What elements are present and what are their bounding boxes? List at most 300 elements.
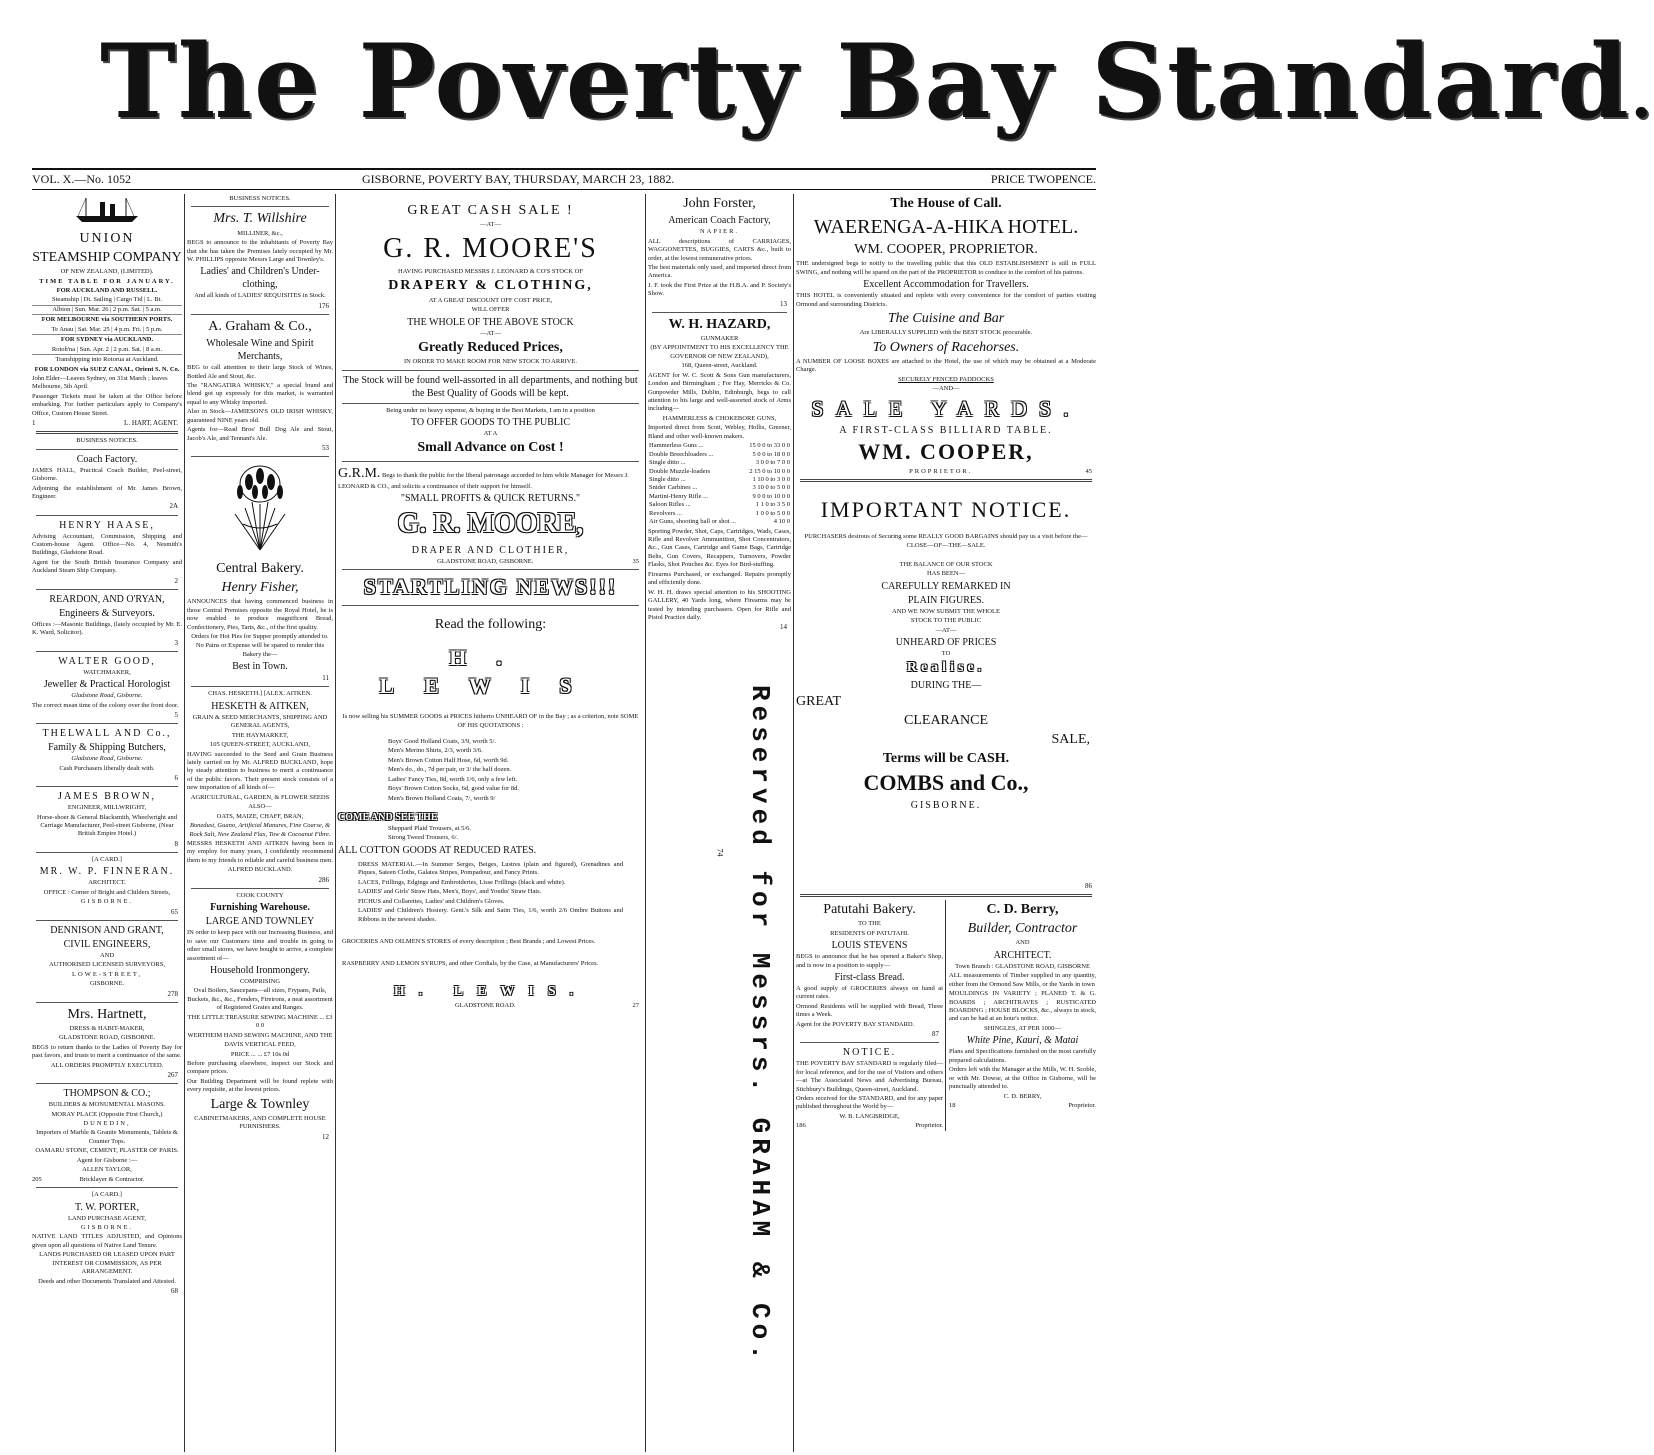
ad-text: A NUMBER OF LOOSE BOXES are attached to the Hotel, the use of which may be obtained at a Moderate Charge. xyxy=(796,357,1096,374)
table-cell: Hammerless Guns ... xyxy=(649,442,704,450)
ad-title: C. D. Berry, xyxy=(986,902,1059,918)
ad-title: H. LEWIS xyxy=(379,644,602,699)
ad-number: 286 xyxy=(318,875,329,884)
ad-text: 105 QUEEN-STREET, AUCKLAND, xyxy=(210,741,310,749)
ad-subtitle: COME AND SEE THE xyxy=(338,812,438,823)
ad-text: IN ORDER TO MAKE ROOM FOR NEW STOCK TO ARRIVE. xyxy=(404,358,577,366)
ad-title: W. H. HAZARD, xyxy=(668,316,771,332)
list-item: Ladies' Fancy Ties, 8d, worth 1/6, only a few left. xyxy=(388,775,518,783)
table-cell: 2 15 0 to 10 0 0 xyxy=(749,467,790,475)
ad-text: ALFRED BUCKLAND. xyxy=(227,866,293,874)
union-title: UNION xyxy=(79,230,135,246)
list-item: Strong Tweed Trousers, 6/. xyxy=(388,834,459,842)
ad-number: 6 xyxy=(174,774,178,783)
ad-text: Orders left with the Manager at the Mills, W. H. Scoble, or with Mr. Dowse, at the Office in Gisborne, will be punctually attended to. xyxy=(949,1066,1096,1091)
ad-number: 74 xyxy=(715,848,725,857)
ad-subtitle: White Pine, Kauri, & Matai xyxy=(966,1035,1079,1047)
ad-text: C. D. BERRY, xyxy=(1003,1092,1042,1100)
table-cell: 9 0 0 to 10 0 0 xyxy=(752,492,790,500)
ad-text: STOCK TO THE PUBLIC xyxy=(910,617,982,625)
ad-title: REARDON, AND O'RYAN, xyxy=(49,593,165,605)
ad-text: Orders received for the STANDARD, and for any paper published throughout the World by— xyxy=(796,1095,943,1111)
column-divider xyxy=(793,194,794,1452)
ad-subtitle: MILLINER, &c., xyxy=(237,229,283,237)
ad-text: Adjoining the establishment of Mr. James Brown, Engineer. xyxy=(32,484,182,500)
ad-text: The correct mean time of the colony over the front door. xyxy=(32,701,179,709)
masthead xyxy=(100,22,1654,142)
ad-text: Also in Stock—JAMIESON'S OLD IRISH WHISKY, guaranteed NINE years old. xyxy=(187,408,333,424)
ad-subtitle: ALL COTTON GOODS AT REDUCED RATES. xyxy=(338,844,537,856)
masthead-title: The Poverty Bay Standard xyxy=(100,22,1631,142)
ad-text: "SMALL PROFITS & QUICK RETURNS." xyxy=(400,493,581,505)
table-cell: Revolvers ... xyxy=(649,509,682,517)
timetable-row: Rotoh'na | Sun. Apr. 2 | 2 p.m. Sat. | 8 a.m. xyxy=(32,346,182,355)
masthead-stop: . xyxy=(1630,62,1654,132)
ad-text: THE LITTLE TREASURE SEWING MACHINE ... £3 0 0 xyxy=(187,1013,333,1030)
ad-text: A good supply of GROCERIES always on hand at current rates. xyxy=(796,984,943,1001)
ad-title: T. W. PORTER, xyxy=(75,1201,139,1213)
ad-title: WALTER GOOD, xyxy=(58,655,156,667)
goods-list xyxy=(358,861,623,924)
ad-text: OATS, MAIZE, CHAFF, BRAN, xyxy=(216,812,304,820)
ad-title: G. R. MOORE'S xyxy=(383,232,598,264)
ad-title: THOMPSON & CO.; xyxy=(63,1088,151,1100)
ad-text: THE BALANCE OF OUR STOCK xyxy=(899,560,993,568)
timetable-heading: TIME TABLE FOR JANUARY. xyxy=(39,277,175,285)
union-title-2: STEAMSHIP COMPANY xyxy=(32,249,182,265)
ad-subtitle: LOUIS STEVENS xyxy=(831,940,908,952)
ad-text: GISBORNE. xyxy=(80,898,134,906)
ad-number: 2 xyxy=(174,576,178,585)
table-cell: Single ditto ... xyxy=(649,475,686,483)
ad-text: BEG to call attention to their large Stock of Wines, Bottled Ale and Stout, &c. xyxy=(187,364,333,380)
ad-title: NOTICE. xyxy=(842,1047,897,1059)
ad-text: ALL descriptions of CARRIAGES, WAGGONETTES, BUGGIES, CARTS &c., built to order, at the lowest remunerative prices. xyxy=(648,237,791,262)
ad-text: GISBORNE. xyxy=(910,799,982,811)
gun-price-table xyxy=(648,442,791,526)
timetable-row: Albion | Sun. Mar. 26 | 2 p.m. Sat. | 5 a.m. xyxy=(32,305,182,314)
ad-text: Proprietor. xyxy=(1068,1101,1096,1109)
ad-subtitle: Read the following: xyxy=(434,616,547,632)
ad-subtitle: The Cuisine and Bar xyxy=(887,311,1005,327)
ad-subtitle: Henry Fisher, xyxy=(221,580,299,596)
ad-text: The Stock will be found well-assorted in all departments, and nothing but the Best Quality of Goods will be kept. xyxy=(343,374,638,399)
column-4 xyxy=(648,194,791,674)
ad-text: —AT— xyxy=(480,221,501,229)
table-row xyxy=(648,451,791,459)
list-item: Men's Merino Shirts, 2/3, worth 3/6. xyxy=(388,747,483,755)
ad-text: Begs to thank the public for the liberal patronage accorded to him while Manager for Messrs J. LEONARD & CO., and solicits a continuance of their support for himself. xyxy=(338,471,629,490)
ad-subtitle: Greatly Reduced Prices, xyxy=(418,339,563,355)
table-row xyxy=(648,518,791,526)
ad-text: PLAIN FIGURES. xyxy=(907,594,985,606)
ad-number: 267 xyxy=(167,1071,178,1080)
ad-text: GROCERIES AND OILMEN'S STORES of every description ; Best Brands ; and Lowest Prices. xyxy=(342,937,596,945)
ad-text: RASPBERRY AND LEMON SYRUPS, and other Cordials, by the Case, at Manufacturers' Prices. xyxy=(342,960,599,968)
initials: G.R.M. xyxy=(338,465,381,481)
ad-subtitle: Small Advance on Cost ! xyxy=(417,440,564,456)
ad-text: CAREFULLY REMARKED IN xyxy=(881,580,1011,592)
ad-title: WM. COOPER, xyxy=(858,439,1034,465)
table-cell: Martini-Henry Rifle ... xyxy=(649,492,709,500)
ad-subtitle: ENGINEER, MILLWRIGHT, xyxy=(67,804,147,812)
ad-text: ALSO— xyxy=(248,803,272,811)
ad-text: W. B. LANGBRIDGE, xyxy=(839,1112,900,1120)
ad-number: 13 xyxy=(780,299,787,308)
patutahi-ad xyxy=(796,900,946,1131)
reserved-label: Reserved for Messrs. GRAHAM & Co. xyxy=(745,685,775,1365)
ad-text: AGRICULTURAL, GARDEN, & FLOWER SEEDS xyxy=(190,793,330,801)
ad-title: IMPORTANT NOTICE. xyxy=(820,497,1072,523)
ad-text: THE POVERTY BAY STANDARD is regularly filed—for local reference, and for the use of Visitors and others—at The Associated News and Advertising Bureau, Stichbury's Buildings, Queen-street, Auckland. xyxy=(796,1060,943,1093)
dateline xyxy=(32,172,1096,190)
union-text: John Elder—Leaves Sydney, on 31st March ; leaves Melbourne, 5th April. xyxy=(32,374,168,391)
ad-text: Bonedust, Guano, Artificial Manures, Fine Coarse, & Rock Salt, New Zealand Flax, Tow & Cocoanut Fibre. xyxy=(189,822,331,838)
ad-subtitle: Terms will be CASH. xyxy=(882,751,1010,767)
reserved-space xyxy=(740,680,780,1400)
table-row xyxy=(648,493,791,501)
ad-text: And all kinds of LADIES' REQUISITES in Stock. xyxy=(194,292,326,300)
ad-text: NATIVE LAND TITLES ADJUSTED, and Opinions given upon all questions of Native Land Tenure. xyxy=(32,1233,182,1249)
ad-text: W. H. H. draws special attention to his SHOOTING GALLERY, 40 Yards long, where Firearms may be tested by intending purchasers. Open for Rifle and Pistol Practice daily. xyxy=(648,588,791,621)
wheat-sheaf-icon xyxy=(225,464,295,552)
table-cell: 3 10 0 to 5 0 0 xyxy=(752,484,790,492)
ad-text: CLOSE—OF—THE—SALE. xyxy=(906,542,986,550)
ad-text: HAVING PURCHASED MESSRS J. LEONARD & CO'S STOCK OF xyxy=(398,268,583,276)
ad-text: OFFICE : Corner of Bright and Childers Streets, xyxy=(43,888,171,896)
ad-subtitle: CLEARANCE xyxy=(904,712,988,728)
ad-text: CABINETMAKERS, AND COMPLETE HOUSE FURNISHERS. xyxy=(194,1114,326,1131)
ad-text: THIS HOTEL is conveniently situated and replete with every convenience for the comfort of parties visiting Ormond and surrounding Districts. xyxy=(796,292,1096,308)
ad-text: 168, Queen-street, Auckland. xyxy=(681,362,758,370)
route-heading: FOR AUCKLAND AND RUSSELL. xyxy=(56,287,158,294)
ad-text: GLADSTONE ROAD, GISBORNE. xyxy=(437,557,534,565)
ad-text: Ormond Residents will be supplied with Bread, Three times a Week. xyxy=(796,1002,943,1019)
ad-title: HESKETH & AITKEN, xyxy=(211,700,309,712)
list-item: LADIES' and Girls' Straw Hats, Men's, Boys', and Youths' Straw Hats. xyxy=(358,888,542,896)
timetable xyxy=(32,326,182,335)
ad-text: MOULDINGS IN VARIETY ; PLANED T. & G. BOARDS ; ARCHITRAVES ; RUSTICATED BOARDING ; HOUSE BLOCKS, &c., always in stock, and can be had at an hour's notice. xyxy=(949,990,1096,1023)
ad-text: GISBORNE. xyxy=(80,1223,134,1231)
ad-text: Offices :—Masonic Buildings, (lately occupied by Mr. E. K. Ward, Solicitor). xyxy=(32,620,182,637)
ad-number: 18 xyxy=(949,1101,956,1109)
ad-subtitle: American Coach Factory, xyxy=(668,215,771,227)
ad-text: WILL OFFER xyxy=(471,306,510,314)
ad-text: DRAPER AND CLOTHIER, xyxy=(411,544,570,556)
ad-text: LANDS PURCHASED OR LEASED UPON PART INTEREST OR COMMISSION, AS PER ARRANGEMENT. xyxy=(39,1251,175,1276)
union-agent: L. HART, AGENT. xyxy=(124,419,178,428)
ad-text: Plans and Specifications furnished on the most carefully prepared calculations. xyxy=(949,1048,1096,1064)
table-cell: Double Muzzle-loaders xyxy=(649,467,711,475)
ad-text: (BY APPOINTMENT TO HIS EXCELLENCY THE GOVERNOR OF NEW ZEALAND), xyxy=(650,344,789,360)
ad-text: The best materials only used, and imported direct from America. xyxy=(648,263,791,280)
ad-text: Household Ironmongery. xyxy=(210,965,310,976)
ad-subtitle: LAND PURCHASE AGENT, xyxy=(67,1214,147,1222)
price-list xyxy=(388,738,643,803)
ad-subtitle: To Owners of Racehorses. xyxy=(872,339,1020,355)
ad-text: OAMARU STONE, CEMENT, PLASTER OF PARIS. xyxy=(35,1147,179,1155)
route-heading: FOR MELBOURNE via SOUTHERN PORTS. xyxy=(41,316,173,324)
table-cell: 1 1 0 to 3 5 0 xyxy=(755,501,790,509)
ad-number: 27 xyxy=(632,1002,639,1009)
list-item: DRESS MATERIAL.—In Summer Serges, Beiges, Lustres (plain and figured), Grenadines and Piques, Sateen Cloths, Galatea Stripes, Pompadour, and Fancy Prints. xyxy=(358,860,623,877)
ad-text: ANNOUNCES that having commenced business in those Central Premises opposite the Royal Hotel, he is now enabled to produce magnificent Bread, Confectionery, Pies, Tarts, &c., of the first quality. xyxy=(187,598,333,631)
ad-text: Imported direct from Scott, Webley, Hollis, Greener, Bland and other well-known makers. xyxy=(648,424,791,440)
ad-text: HAMMERLESS & CHOKEBORE GUNS, xyxy=(662,414,777,422)
ad-number: 12 xyxy=(322,1132,329,1141)
ad-text: MESSRS HESKETH AND AITKEN having been in my employ for many years, I confidently recommend them to my friends to reliable and careful business men. xyxy=(187,839,333,864)
ad-text: AGENT for W. C. Scott & Sons Gun manufacturers, London and Birmingham ; For Hay, Merricks & Co. Gunpowder Mills, Dublin, Edinburgh, begs to call attention to his large and well-assorted stock of Arms including— xyxy=(648,371,791,413)
ad-text: DAVIS VERTICAL FEED, xyxy=(224,1041,296,1049)
ad-text: Excellent Accommodation for Travellers. xyxy=(863,279,1029,291)
ad-text: Best in Town. xyxy=(232,661,288,673)
section-heading: BUSINESS NOTICES. xyxy=(229,195,291,202)
list-item: Sheppard Plaid Trousers, at 5/6. xyxy=(388,825,472,832)
ad-title: A. Graham & Co., xyxy=(208,318,312,334)
ad-number: 68 xyxy=(171,1287,178,1295)
table-cell: Saloon Rifles ... xyxy=(649,501,691,509)
ad-text: WERTHEIM HAND SEWING MACHINE, AND THE xyxy=(187,1031,333,1039)
union-text: Transhipping into Rotorua at Auckland. xyxy=(55,356,159,364)
ad-text: PROPRIETOR. xyxy=(909,467,973,475)
ad-title: Patutahi Bakery. xyxy=(823,902,916,918)
table-row xyxy=(648,459,791,467)
ad-address: Gladstone Road, Gisborne. xyxy=(71,755,143,763)
ad-subtitle: WM. COOPER, PROPRIETOR. xyxy=(854,242,1038,258)
ad-number: 8 xyxy=(174,839,178,848)
ad-subtitle: ARCHITECT. xyxy=(88,879,126,887)
ad-text: Horse-shoer & General Blacksmith, Wheelwright and Carriage Manufacturer, Peel-street Gisborne, (Near British Empire Hotel.) xyxy=(37,813,177,838)
column-5 xyxy=(796,194,1096,1452)
ad-title: WAERENGA-A-HIKA HOTEL. xyxy=(813,216,1079,239)
ad-number: 2A xyxy=(169,502,178,511)
ad-text: BEGS to return thanks to the Ladies of Poverty Bay for past favors, and trusts to merit a continuance of the same. xyxy=(32,1043,182,1060)
ad-text: The "RANGATIRA WHISKY," a special brand and blend got up expressly for this market, is warranted equal to any Whisky imported. xyxy=(187,381,333,406)
table-cell: 1 10 0 to 3 0 0 xyxy=(752,475,790,483)
place-date: GISBORNE, POVERTY BAY, THURSDAY, MARCH 23, 1882. xyxy=(362,172,675,186)
ad-text: Are LIBERALLY SUPPLIED with the BEST STOCK procurable. xyxy=(859,329,1033,337)
ad-text: GISBORNE. xyxy=(89,980,125,988)
ad-text: DURING THE— xyxy=(910,679,982,691)
ad-text: Proprietor. xyxy=(915,1122,943,1130)
ad-subtitle: Realise. xyxy=(906,660,986,676)
ad-header: COOK COUNTY xyxy=(236,891,284,899)
ad-number: 86 xyxy=(1085,881,1092,890)
table-row xyxy=(648,510,791,518)
ad-title: Central Bakery. xyxy=(216,560,304,576)
ad-subtitle: CIVIL ENGINEERS, xyxy=(63,938,151,950)
ad-text: SECURELY FENCED PADDOCKS xyxy=(898,375,994,383)
timetable xyxy=(32,346,182,355)
ad-subtitle: DRESS & HABIT-MAKER, xyxy=(69,1024,145,1032)
ad-text: Oval Boilers, Saucepans—all sizes, Frypans, Pails, Buckets, &c., &c., Fenders, Fireirons, a neat assortment of Registered Grates and Ranges. xyxy=(187,987,333,1012)
list-item: Men's Brown Cotton Half Hose, 6d, worth 9d. xyxy=(388,756,509,764)
table-cell: 15 0 0 to 33 0 0 xyxy=(749,442,790,450)
ad-title: Coach Factory. xyxy=(76,453,138,465)
ad-text: ALL measurements of Timber supplied in any quantity, either from the Ormond Saw Mills, or the Yards in town xyxy=(949,972,1096,988)
ad-text: AUTHORISED LICENSED SURVEYORS, xyxy=(49,961,165,969)
ad-title: THELWALL AND Co., xyxy=(42,728,172,740)
list-item: Men's Brown Holland Coats, 7/, worth 9/ xyxy=(388,794,496,802)
ad-text: COMPRISING xyxy=(239,978,281,985)
ad-title: Mrs. Hartnett, xyxy=(67,1006,147,1022)
section-heading: BUSINESS NOTICES. xyxy=(76,437,138,445)
ad-text: Ladies' and Children's Under-clothing, xyxy=(200,266,320,291)
ad-text: SHINGLES, AT PER 1000— xyxy=(984,1024,1061,1032)
ad-text: —AND— xyxy=(932,385,960,393)
table-cell: 3 0 0 to 7 0 0 xyxy=(755,459,790,467)
ad-subtitle: SALE, xyxy=(1051,731,1090,747)
table-row xyxy=(648,476,791,484)
ad-subtitle: WATCHMAKER, xyxy=(83,668,131,676)
ad-text: TO THE xyxy=(858,920,881,928)
ad-text: Agent for the South British Insurance Company and Auckland Steam Ship Company. xyxy=(32,558,182,575)
column-1 xyxy=(32,194,182,1452)
ad-number: 3 xyxy=(174,638,178,647)
ad-text: NAPIER. xyxy=(699,228,740,236)
ad-number: 14 xyxy=(780,623,787,632)
berry-ad xyxy=(946,900,1096,1131)
ad-text: Orders for Hot Pies for Supper promptly attended to. xyxy=(191,633,329,640)
table-row xyxy=(648,484,791,492)
ad-text: HAVING succeeded to the Seed and Grain Business lately carried on by Mr. ALFRED BUCKLAND, hope by steady attention to business to merit a continuance of the public favors. Their present stock consists of a new importation of all kinds of— xyxy=(187,750,333,792)
ad-title: DENNISON AND GRANT, xyxy=(50,924,164,936)
ad-subtitle: Builder, Contractor xyxy=(967,921,1078,937)
ad-number: 87 xyxy=(932,1030,939,1039)
ad-text: Cash Purchasers liberally dealt with. xyxy=(59,764,155,772)
ad-title: G. R. MOORE, xyxy=(397,508,584,540)
ad-subtitle: LARGE AND TOWNLEY xyxy=(205,916,315,928)
column-3 xyxy=(338,194,643,1452)
ad-text: AT A xyxy=(483,430,498,438)
ad-number: 278 xyxy=(167,989,178,998)
list-item: LACES, Frillings, Edgings and Embroideries, Lisse Frillings (black and white). xyxy=(358,878,566,886)
ad-text: Agent for Gisborne :— xyxy=(76,1156,138,1164)
ad-text: —AT— xyxy=(480,329,501,337)
price: PRICE TWOPENCE. xyxy=(990,172,1096,186)
ad-text: RESIDENTS OF PATUTAHI. xyxy=(830,929,909,937)
ad-text: Deeds and other Documents Translated and Attested. xyxy=(38,1277,176,1285)
table-row xyxy=(648,442,791,450)
ad-text: J. F. took the First Prize at the H.B.A. and P. Society's Show. xyxy=(648,281,791,298)
ad-text: A FIRST-CLASS BILLIARD TABLE. xyxy=(839,425,1053,437)
ad-text: PRICE ... ... £7 10s 0d xyxy=(230,1050,290,1058)
ad-number: 65 xyxy=(171,907,178,916)
column-divider xyxy=(335,194,336,1452)
timetable-row: Te Anau | Sat. Mar. 25 | 4 p.m. Fri. | 5 p.m. xyxy=(32,326,182,335)
ad-address: Gladstone Road, Gisborne. xyxy=(71,692,143,700)
table-cell: Single ditto ... xyxy=(649,459,686,467)
ad-number: 205 xyxy=(32,1175,42,1183)
ad-title: COMBS and Co., xyxy=(863,770,1029,796)
ad-title: Furnishing Warehouse. xyxy=(210,902,310,914)
ad-subtitle: First-class Bread. xyxy=(834,971,905,983)
ad-text: DUNEDIN, xyxy=(83,1120,131,1127)
ad-text: ALLEN TAYLOR, xyxy=(82,1166,132,1174)
list-item: FICHUS and Collarettes, Ladies' and Children's Gloves. xyxy=(358,897,505,905)
table-row xyxy=(648,468,791,476)
ad-text: AND xyxy=(99,951,115,959)
ad-subtitle: ARCHITECT. xyxy=(993,949,1052,961)
list-item: Boys' Brown Cotton Socks, 6d, good value for 8d. xyxy=(388,785,519,793)
ad-text: IN order to keep pace with our Increasing Business, and to save our Customers time and trouble in going to other small stores, we have bought to arrive, a complete assortment of— xyxy=(187,929,333,962)
ad-subtitle: DRAPERY & CLOTHING, xyxy=(388,278,593,294)
ad-title: JAMES BROWN, xyxy=(58,791,156,803)
ad-text: Bricklayer & Contractor. xyxy=(79,1175,145,1183)
ad-text: BEGS to announce to the inhabitants of Poverty Bay that she has taken the Premises lately occupied by Mr. W. PHILLIPS opposite Messrs Large and Townley's. xyxy=(187,239,333,263)
table-cell: 5 0 0 to 18 0 0 xyxy=(752,450,790,458)
ad-subtitle: Wholesale Wine and Spirit Merchants, xyxy=(206,338,314,363)
ad-text: AND WE NOW SUBMIT THE WHOLE xyxy=(892,607,1000,615)
timetable xyxy=(32,296,182,315)
column-divider xyxy=(645,194,646,1452)
ad-number: 35 xyxy=(632,557,639,565)
ad-text: Agent for the POVERTY BAY STANDARD. xyxy=(796,1020,915,1028)
route-heading: FOR LONDON via SUEZ CANAL, Orient S. N. Co. xyxy=(34,365,180,373)
ad-title: MR. W. P. FINNERAN. xyxy=(39,866,175,878)
table-cell: 4 10 0 xyxy=(773,518,790,526)
dateline-rule xyxy=(32,189,1096,190)
card-label: [A CARD.] xyxy=(92,1191,122,1199)
ad-number: 11 xyxy=(322,674,329,683)
ad-text: Before purchasing elsewhere, inspect our Stock and compare prices. xyxy=(187,1059,333,1076)
ad-text: Being under no heavy expense, & buying in the Best Markets, I am in a position xyxy=(386,406,595,414)
ad-text: AND xyxy=(1015,939,1030,947)
union-note: Passenger Tickets must be taken at the Office before embarking. For further particulars apply to Company's Office, Custom House Street. xyxy=(32,392,182,417)
ad-number: 5 xyxy=(174,711,178,720)
ad-text: UNHEARD OF PRICES xyxy=(895,636,997,648)
ad-text: THE undersigned begs to notify to the travelling public that this OLD ESTABLISHMENT is still in FULL SWING, and nothing will be spared on the part of the PROPRIETOR to conduce to the comfort of his patrons. xyxy=(796,260,1096,276)
ad-number: 45 xyxy=(1085,467,1092,475)
ad-text: Agents for—Read Bros' Bull Dog Ale and Stout, Jacob's Ale, and Tennant's Ale. xyxy=(187,426,333,442)
table-cell: 1 0 0 to 5 0 0 xyxy=(755,509,790,517)
ad-header: CHAS. HESKETH.] [ALEX. AITKEN. xyxy=(208,690,312,698)
ad-title: H. LEWIS. xyxy=(393,983,588,999)
ad-subtitle: GUNMAKER xyxy=(700,334,739,342)
ad-text: PURCHASERS desirous of Securing some REALLY GOOD BARGAINS should pay us a visit before the— xyxy=(804,532,1088,540)
ad-text: THE WHOLE OF THE ABOVE STOCK xyxy=(407,316,574,328)
ad-text: —AT— xyxy=(935,626,957,634)
table-row xyxy=(648,501,791,509)
list-item: LADIES' and Children's Hosiery. Gent.'s Silk and Satin Ties, 1/6, worth 2/6 Ombre Buttons and Ribbons in the newest shades. xyxy=(358,907,623,923)
ad-title: Mrs. T. Willshire xyxy=(213,211,307,227)
ad-text: MORAY PLACE (Opposite First Church,) xyxy=(51,1110,163,1118)
ad-text: Importers of Marble & Granite Monuments, Tablets & Counter Tops. xyxy=(36,1129,178,1145)
ad-subtitle: SALE YARDS. xyxy=(811,395,1081,421)
ad-text: JAMES HALL, Practical Coach Builder, Peel-street, Gisborne. xyxy=(32,466,182,483)
ad-text: Firearms Purchased, or exchanged. Repairs promptly and efficiently done. xyxy=(648,570,791,587)
ad-text: LOWE-STREET, xyxy=(72,970,142,978)
ad-number: 186 xyxy=(796,1122,806,1130)
ad-number: 176 xyxy=(318,301,329,310)
ad-subtitle: Engineers & Surveyors. xyxy=(59,607,155,619)
table-cell: Air Guns, shooting ball or shot ... xyxy=(649,518,737,526)
card-label: [A CARD.] xyxy=(92,855,122,863)
ad-text: Advising Accountant, Commission, Shipping and Custom-house Agent. Office—No. 4, Nesmith's Buildings, Gladstone Road. xyxy=(32,532,182,557)
ad-text: THE HAYMARKET, xyxy=(231,731,289,739)
ad-title: Large & Townley xyxy=(210,1096,310,1112)
bottom-ads xyxy=(796,900,1096,1131)
ad-header: The House of Call. xyxy=(890,196,1002,211)
ad-number: 1 xyxy=(32,419,36,428)
ad-title: STARTLING NEWS!!! xyxy=(363,574,618,600)
ad-text: ALL ORDERS PROMPTLY EXECUTED. xyxy=(50,1061,164,1069)
ad-title: GREAT CASH SALE ! xyxy=(407,203,574,218)
ad-address: GLADSTONE ROAD, GISBORNE. xyxy=(58,1034,156,1042)
column-divider xyxy=(184,194,185,1452)
ad-number: 53 xyxy=(322,444,329,453)
ad-text: AT A GREAT DISCOUNT OFF COST PRICE, xyxy=(428,296,553,304)
